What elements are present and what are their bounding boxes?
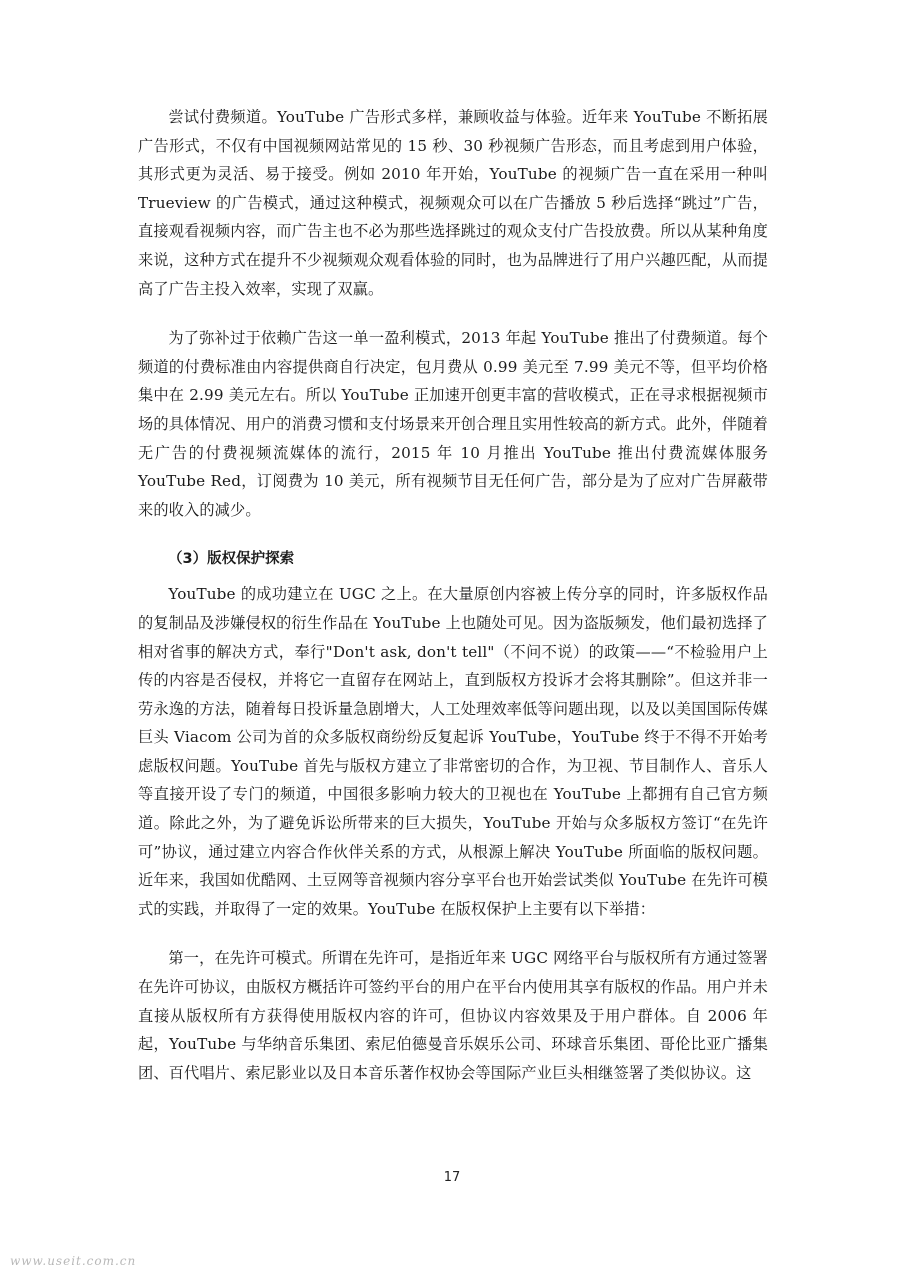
paragraph-spacer [138, 524, 768, 545]
paragraph-prior-license: 第一，在先许可模式。所谓在先许可，是指近年来 UGC 网络平台与版权所有方通过签署在先许可协议，由版权方概括许可签约平台的用户在平台内使用其享有版权的作品。用户并未直接从版权所有方获得使用版权内容的许可，但协议内容效果及于用户群体。自 2006 年起，YouTube 与华纳音乐集团、索尼伯德曼音乐娱乐公司、环球音乐集团、哥伦比亚广播集团、百代唱片、索尼影业以及日本音乐著作权协会等国际产业巨头相继签署了类似协议。这 [138, 949, 768, 1082]
paragraph-copyright-overview: YouTube 的成功建立在 UGC 之上。在大量原创内容被上传分享的同时，许多版权作品的复制品及涉嫌侵权的衍生作品在 YouTube 上也随处可见。因为盗版频发，他们最初选择了相对省事的解决方式，奉行"Don't ask, don't tell"（不问不说）的政策——“不检验用户上传的内容是否侵权，并将它一直留存在网站上，直到版权方投诉才会将其删除”。但这并非一劳永逸的方法，随着每日投诉量急剧增大，人工处理效率低等问题出现，以及以美国国际传媒巨头 Viacom 公司为首的众多版权商纷纷反复起诉 YouTube，YouTube 终于不得不开始考虑版权问题。YouTube 首先与版权方建立了非常密切的合作，为卫视、节目制作人、音乐人等直接开设了专门的频道，中国很多影响力较大的卫视也在 YouTube 上都拥有自己官方频道。除此之外，为了避免诉讼所带来的巨大损失，YouTube 开始与众多版权方签订“在先许可”协议，通过建立内容合作伙伴关系的方式，从根源上解决 YouTube 所面临的版权问题。近年来，我国如优酷网、土豆网等音视频内容分享平台也开始尝试类似 YouTube 在先许可模式的实践，并取得了一定的效果。YouTube 在版权保护上主要有以下举措： [138, 585, 768, 918]
watermark-text: www.useit.com.cn [10, 1254, 137, 1268]
paragraph-advertising-forms: 尝试付费频道。YouTube 广告形式多样，兼顾收益与体验。近年来 YouTube 不断拓展广告形式，不仅有中国视频网站常见的 15 秒、30 秒视频广告形态，而且考虑到用户体验，其形式更为灵活、易于接受。例如 2010 年开始，YouTube 的视频广告一直在采用一种叫 Trueview 的广告模式，通过这种模式，视频观众可以在广告播放 5 秒后选择“跳过”广告，直接观看视频内容，而广告主也不必为那些选择跳过的观众支付广告投放费。所以从某种角度来说，这种方式在提升不少视频观众观看体验的同时，也为品牌进行了用户兴趣匹配，从而提高了广告主投入效率，实现了双赢。 [138, 108, 768, 298]
paragraph-spacer [138, 923, 768, 944]
heading-spacer [138, 573, 768, 580]
page-body [138, 103, 768, 1087]
page-number: 17 [443, 1170, 461, 1185]
paragraph-spacer [138, 303, 768, 324]
paragraph-paid-channels: 为了弥补过于依赖广告这一单一盈利模式，2013 年起 YouTube 推出了付费频道。每个频道的付费标准由内容提供商自行决定，包月费从 0.99 美元至 7.99 美元不等，但平均价格集中在 2.99 美元左右。所以 YouTube 正加速开创更丰富的营收模式，正在寻求根据视频市场的具体情况、用户的消费习惯和支付场景来开创合理且实用性较高的新方式。此外，伴随着无广告的付费视频流媒体的流行，2015 年 10 月推出 YouTube 推出付费流媒体服务 YouTube Red，订阅费为 10 美元，所有视频节目无任何广告，部分是为了应对广告屏蔽带来的收入的减少。 [138, 329, 768, 519]
section-heading: （3）版权保护探索 [168, 551, 295, 568]
